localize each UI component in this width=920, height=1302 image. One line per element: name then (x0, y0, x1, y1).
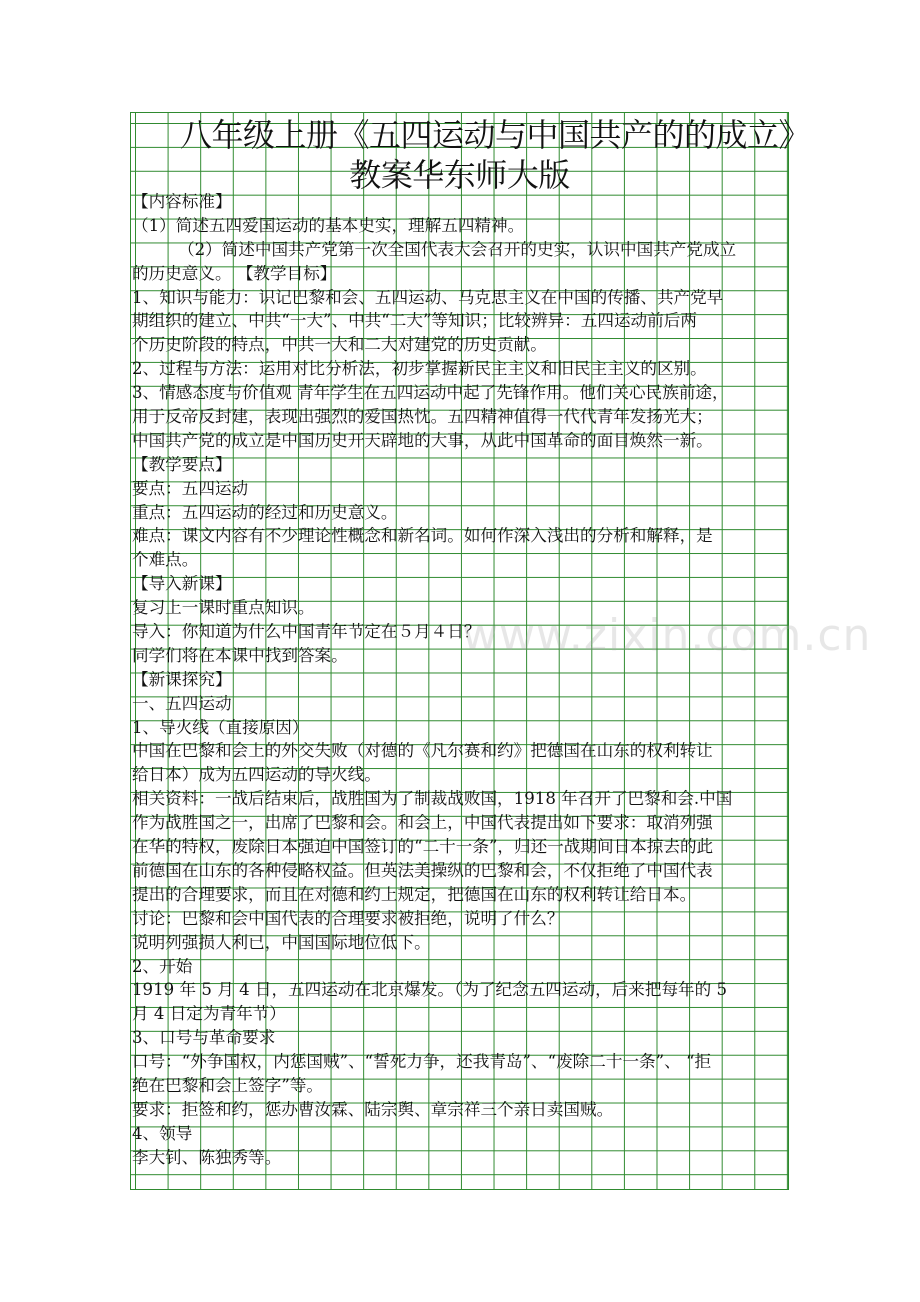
heading-introduction: 【导入新课】 (132, 574, 232, 594)
text-line: 1919 年 5 月 4 日，五四运动在北京爆发。（为了纪念五四运动，后来把每年的 5 (132, 980, 728, 1000)
text-line: 讨论：巴黎和会中国代表的合理要求被拒绝，说明了什么？ (132, 908, 564, 928)
heading-content-standard: 【内容标准】 (132, 192, 232, 211)
text-line: 1、知识与能力：识记巴黎和会、五四运动、马克思主义在中国的传播、共产党早 (132, 287, 724, 307)
heading-new-lesson: 【新课探究】 (132, 669, 232, 689)
text-line: 中国在巴黎和会上的外交失败（对德的《凡尔赛和约》把德国在山东的权利转让 (132, 741, 713, 761)
text-line: 难点：课文内容有不少理论性概念和新名词。如何作深入浅出的分析和解释，是 (132, 526, 713, 546)
text-line: 个难点。 (132, 550, 199, 570)
text-line: 复习上一课时重点知识。 (132, 598, 315, 618)
text-line: 2、过程与方法：运用对比分析法，初步掌握新民主主义和旧民主主义的区别。 (132, 359, 707, 379)
text-line: 口号：“外争国权，内惩国贼”、“誓死力争，还我青岛”、“废除二十一条”、 “拒 (132, 1052, 712, 1072)
text-line: 个历史阶段的特点，中共一大和二大对建党的历史贡献。 (132, 335, 547, 355)
text-line: 的历史意义。 【教学目标】 (132, 263, 337, 283)
text-line: 给日本）成为五四运动的导火线。 (132, 765, 381, 785)
text-line: （1）简述五四爱国运动的基本史实，理解五四精神。 (132, 215, 525, 235)
text-line: 期组织的建立、中共“一大”、中共“二大”等知识；比较辨异：五四运动前后两 (132, 311, 697, 331)
text-line: 要求：拒签和约，惩办曹汝霖、陆宗舆、章宗祥三个亲日卖国贼。 (132, 1099, 614, 1119)
text-line: 要点：五四运动 (132, 478, 249, 498)
text-line: 用于反帝反封建，表现出强烈的爱国热忱。五四精神值得一代代青年发扬光大； (132, 407, 713, 427)
text-line: 李大钊、陈独秀等。 (132, 1147, 282, 1167)
text-line: 同学们将在本课中找到答案。 (132, 645, 348, 665)
text-line: 在华的特权，废除日本强迫中国签订的“二十一条”，归还一战期间日本掠去的此 (132, 837, 714, 857)
section-heading: 一、五四运动 (132, 693, 232, 713)
text-line: 3、情感态度与价值观 青年学生在五四运动中起了先锋作用。他们关心民族前途， (132, 383, 729, 403)
text-line: 相关资料：一战后结束后，战胜国为了制裁战败国，1918 年召开了巴黎和会.中国 (132, 789, 733, 809)
document-body (132, 190, 872, 1170)
document-title-line-1: 八年级上册《五四运动与中国共产的的成立》 (180, 116, 811, 154)
text-line: 绝在巴黎和会上签字”等。 (132, 1075, 324, 1095)
text-line: 月 4 日定为青年节） (132, 1004, 286, 1024)
text-line: 说明列强损人利已，中国国际地位低下。 (132, 932, 431, 952)
text-line: （2）简述中国共产党第一次全国代表大会召开的史实，认识中国共产党成立 (178, 239, 737, 259)
watermark-text: www.zixin.com.cn (462, 610, 872, 661)
subsection-heading: 1、导火线（直接原因） (132, 717, 309, 737)
subsection-heading: 3、口号与革命要求 (132, 1028, 276, 1048)
text-line: 前德国在山东的各种侵略权益。但英法美操纵的巴黎和会，不仅拒绝了中国代表 (132, 860, 713, 880)
text-line: 重点：五四运动的经过和历史意义。 (132, 502, 398, 522)
document-title-line-2: 教案华东师大版 (349, 156, 570, 194)
text-line: 中国共产党的成立是中国历史开天辟地的大事，从此中国革命的面目焕然一新。 (132, 430, 713, 450)
subsection-heading: 2、开始 (132, 956, 193, 976)
text-line: 导入：你知道为什么中国青年节定在５月４日？ (132, 622, 481, 642)
text-line: 作为战胜国之一，出席了巴黎和会。和会上，中国代表提出如下要求：取消列强 (132, 813, 713, 833)
heading-teaching-points: 【教学要点】 (132, 454, 232, 474)
subsection-heading: 4、领导 (132, 1123, 193, 1143)
text-line: 提出的合理要求，而且在对德和约上规定，把德国在山东的权利转让给日本。 (132, 884, 697, 904)
